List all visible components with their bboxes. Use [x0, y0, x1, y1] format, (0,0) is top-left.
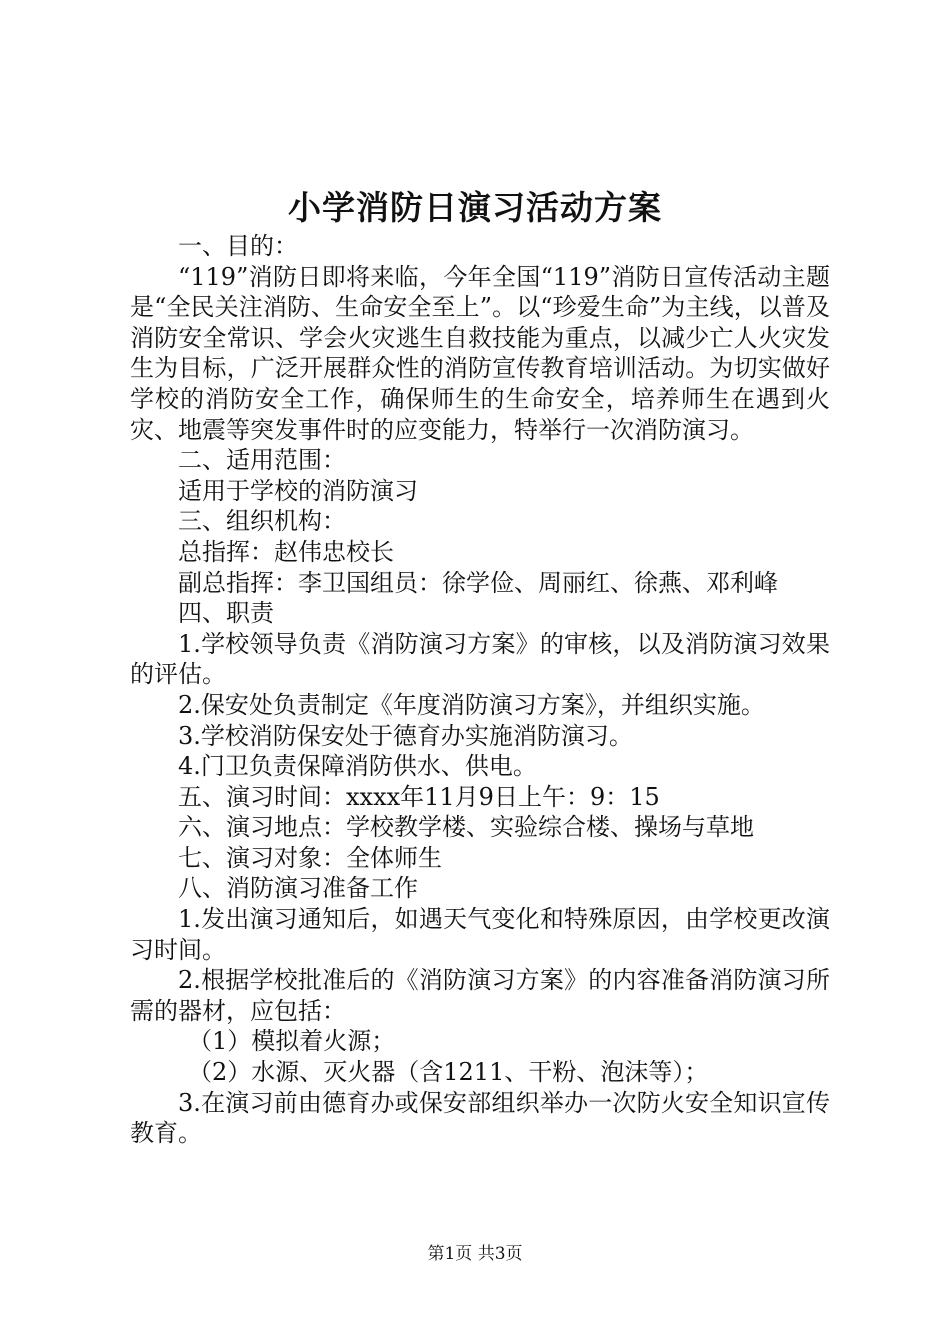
paragraph-duty-1: 1.学校领导负责《消防演习方案》的审核，以及消防演习效果的评估。: [130, 629, 830, 689]
section-heading-scope: 二、适用范围：: [178, 446, 346, 475]
section-heading-location: 六、演习地点：学校教学楼、实验综合楼、操场与草地: [178, 813, 754, 842]
document-body: [130, 231, 830, 1149]
paragraph-deputy-commander: 副总指挥：李卫国组员：徐学俭、周丽红、徐燕、邓利峰: [178, 568, 778, 597]
paragraph-prep-1: 1.发出演习通知后，如遇天气变化和特殊原因，由学校更改演习时间。: [130, 905, 830, 964]
paragraph-duty-2: 2.保安处负责制定《年度消防演习方案》，并组织实施。: [178, 690, 765, 719]
page-footer: 第1页 共3页: [427, 1244, 523, 1264]
section-heading-organization: 三、组织机构：: [178, 507, 346, 536]
section-heading-purpose: 一、目的：: [178, 232, 298, 260]
paragraph-prep-2: 2.根据学校批准后的《消防演习方案》的内容准备消防演习所需的器材，应包括：: [130, 966, 830, 1025]
paragraph-duty-4: 4.门卫负责保障消防供水、供电。: [178, 752, 537, 781]
paragraph-purpose: “119”消防日即将来临，今年全国“119”消防日宣传活动主题是“全民关注消防、生命安全至上”。以“珍爱生命”为主线，以普及消防安全常识、学会火灾逃生自救技能为重点，以减少亡人火灾发生为目标，广泛开展群众性的消防宣传教育培训活动。为切实做好学校的消防安全工作，确保师生的生命安全，培养师生在遇到火灾、地震等突发事件时的应变能力，特举行一次消防演习。: [130, 262, 830, 444]
section-heading-preparation: 八、消防演习准备工作: [178, 874, 418, 903]
paragraph-prep-2-item-1: （1）模拟着火源；: [188, 1027, 396, 1056]
paragraph-prep-2-item-2: （2）水源、灭火器（含1211、干粉、泡沫等）；: [188, 1058, 709, 1087]
section-heading-participants: 七、演习对象：全体师生: [178, 843, 442, 872]
section-heading-time: 五、演习时间：xxxx年11月9日上午：9：15: [178, 782, 660, 811]
paragraph-scope: 适用于学校的消防演习: [178, 476, 418, 505]
section-heading-duties: 四、职责: [178, 599, 274, 628]
paragraph-commander: 总指挥：赵伟忠校长: [178, 537, 394, 566]
paragraph-prep-3: 3.在演习前由德育办或保安部组织举办一次防火安全知识宣传教育。: [130, 1088, 830, 1148]
paragraph-duty-3: 3.学校消防保安处于德育办实施消防演习。: [178, 721, 633, 750]
document-title: 小学消防日演习活动方案: [288, 188, 662, 227]
